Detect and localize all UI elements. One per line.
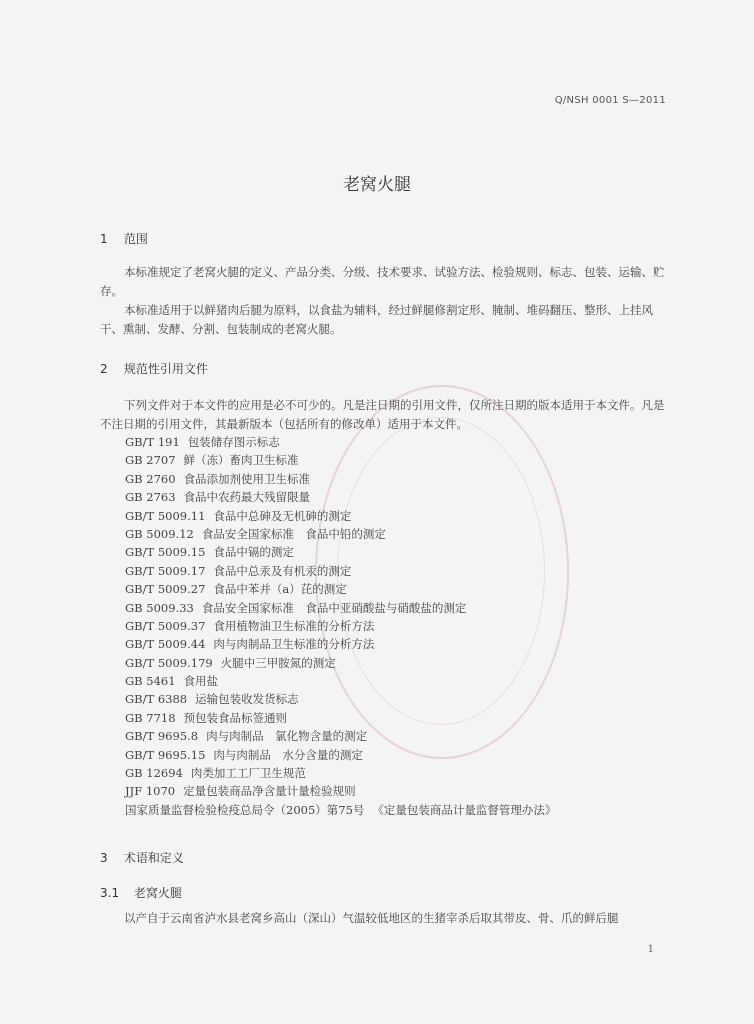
reference-item [125, 801, 556, 819]
reference-title: 预包装食品标签通则 [183, 710, 288, 725]
reference-standard-number: GB 5009.12 [125, 526, 194, 541]
reference-item [125, 543, 556, 561]
reference-title: 食品添加剂使用卫生标准 [183, 471, 311, 486]
reference-title: 食品中总汞及有机汞的测定 [213, 563, 352, 578]
reference-list [125, 433, 556, 819]
reference-item [125, 580, 556, 598]
reference-title: 火腿中三甲胺氮的测定 [220, 655, 336, 670]
reference-item [125, 764, 556, 782]
reference-item [125, 470, 556, 488]
reference-item [125, 654, 556, 672]
paragraph-scope-2 [100, 301, 666, 339]
reference-standard-number: GB 5009.33 [125, 600, 194, 615]
paragraph-text: 本标准规定了老窝火腿的定义、产品分类、分级、技术要求、试验方法、检验规则、标志、包装、运输、贮存。 [100, 265, 665, 298]
reference-title: 肉与肉制品卫生标准的分析方法 [213, 637, 375, 652]
page-number: 1 [647, 944, 654, 955]
reference-title: 食品中农药最大残留限量 [183, 490, 311, 505]
reference-title: 食用植物油卫生标准的分析方法 [213, 618, 375, 633]
paragraph-references-intro [100, 396, 666, 434]
paragraph-scope-1 [100, 263, 666, 301]
reference-standard-number: 国家质量监督检验检疫总局令（2005）第75号 [125, 802, 365, 817]
section-number: 2 [100, 362, 108, 376]
section-number: 3.1 [100, 886, 120, 900]
reference-standard-number: GB 2707 [125, 453, 176, 468]
section-number: 3 [100, 851, 108, 865]
reference-standard-number: GB 7718 [125, 710, 176, 725]
reference-standard-number: JJF 1070 [125, 784, 176, 799]
reference-item [125, 433, 556, 451]
reference-item [125, 451, 556, 469]
section-title: 范围 [123, 232, 148, 246]
reference-item [125, 782, 556, 800]
reference-standard-number: GB/T 9695.8 [125, 729, 199, 744]
paragraph-text: 以产自于云南省泸水县老窝乡高山（深山）气温较低地区的生猪宰杀后取其带皮、骨、爪的鲜后腿 [124, 911, 619, 925]
reference-title: 定量包装商品净含量计量检验规则 [183, 784, 356, 799]
reference-title: 包装储存图示标志 [187, 435, 280, 449]
reference-item [125, 690, 556, 708]
subsection-heading-term [100, 884, 182, 901]
reference-standard-number: GB/T 5009.27 [125, 582, 206, 597]
reference-standard-number: GB/T 9695.15 [125, 747, 206, 762]
reference-title: 食用盐 [183, 674, 219, 689]
reference-item [125, 525, 556, 543]
paragraph-definition [100, 909, 666, 928]
reference-item [125, 488, 556, 506]
section-number: 1 [100, 232, 108, 246]
paragraph-text: 本标准适用于以鲜猪肉后腿为原料，以食盐为辅料，经过鲜腿修割定形、腌制、堆码翻压、整形、上挂风干、熏制、发酵、分割、包装制成的老窝火腿。 [100, 303, 653, 336]
reference-standard-number: GB/T 5009.17 [125, 563, 206, 578]
reference-title: 肉与肉制品 氯化物含量的测定 [206, 729, 368, 744]
reference-standard-number: GB/T 5009.15 [125, 545, 206, 560]
paragraph-text: 下列文件对于本文件的应用是必不可少的。凡是注日期的引用文件，仅所注日期的版本适用于本文件。凡是不注日期的引用文件，其最新版本（包括所有的修改单）适用于本文件。 [100, 398, 665, 431]
reference-title: 食品安全国家标准 食品中铅的测定 [201, 526, 386, 541]
reference-standard-number: GB/T 5009.44 [125, 637, 206, 652]
reference-standard-number: GB/T 5009.37 [125, 618, 206, 633]
standard-code: Q/NSH 0001 S—2011 [554, 95, 666, 106]
reference-item [125, 599, 556, 617]
section-title: 规范性引用文件 [123, 362, 208, 376]
reference-item [125, 727, 556, 745]
reference-title: 鲜（冻）畜肉卫生标准 [183, 453, 299, 468]
reference-standard-number: GB/T 5009.11 [125, 508, 206, 523]
reference-title: 运输包装收发货标志 [195, 692, 299, 707]
reference-item [125, 562, 556, 580]
section-heading-references [100, 360, 208, 377]
section-heading-scope [100, 230, 148, 247]
reference-item [125, 617, 556, 635]
reference-item [125, 746, 556, 764]
reference-standard-number: GB 12694 [125, 766, 183, 781]
reference-item [125, 709, 556, 727]
page-title: 老窝火腿 [343, 175, 411, 195]
reference-standard-number: GB/T 191 [125, 435, 180, 449]
reference-title: 食品中镉的测定 [213, 545, 294, 560]
reference-item [125, 672, 556, 690]
reference-title: 食品安全国家标准 食品中亚硝酸盐与硝酸盐的测定 [201, 600, 467, 615]
reference-title: 肉类加工工厂卫生规范 [190, 766, 306, 781]
section-title: 术语和定义 [123, 851, 184, 865]
reference-title: 《定量包装商品计量监督管理办法》 [372, 802, 557, 817]
reference-standard-number: GB/T 5009.179 [125, 655, 213, 670]
reference-standard-number: GB 2763 [125, 490, 176, 505]
reference-standard-number: GB 5461 [125, 674, 176, 689]
reference-standard-number: GB 2760 [125, 471, 176, 486]
reference-standard-number: GB/T 6388 [125, 692, 188, 707]
section-heading-terms [100, 849, 184, 866]
reference-title: 食品中总砷及无机砷的测定 [213, 508, 352, 523]
reference-item [125, 507, 556, 525]
reference-title: 肉与肉制品 水分含量的测定 [213, 747, 363, 762]
reference-title: 食品中苯并（a）芘的测定 [213, 582, 347, 597]
section-title: 老窝火腿 [133, 886, 182, 900]
reference-item [125, 635, 556, 653]
